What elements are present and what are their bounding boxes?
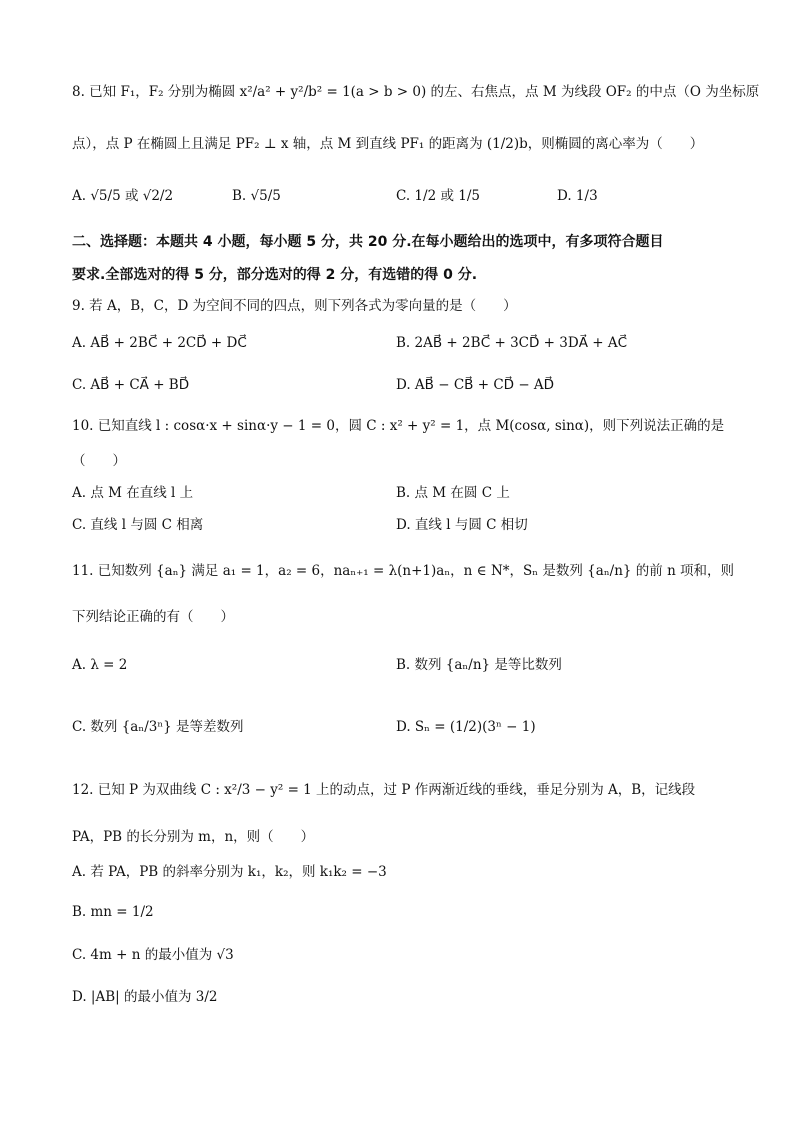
q9-option-b: B. 2AB⃗ + 2BC⃗ + 3CD⃗ + 3DA⃗ + AC⃗ [396,335,628,351]
q10-option-c: C. 直线 l 与圆 C 相离 [72,517,204,533]
section-heading-line2: 要求.全部选对的得 5 分，部分选对的得 2 分，有选错的得 0 分. [72,267,478,283]
q11-option-d: D. Sₙ = (1/2)(3ⁿ − 1) [396,719,536,735]
q8-stem-line1: 8. 已知 F₁，F₂ 分别为椭圆 x²/a² + y²/b² = 1(a > b > 0) 的左、右焦点，点 M 为线段 OF₂ 的中点（O 为坐标原 [72,84,760,100]
q11-option-c: C. 数列 {aₙ/3ⁿ} 是等差数列 [72,719,244,735]
q8-stem-line2: 点），点 P 在椭圆上且满足 PF₂ ⊥ x 轴，点 M 到直线 PF₁ 的距离为 (1/2)b，则椭圆的离心率为（ ） [72,136,704,152]
q8-option-b: B. √5/5 [232,188,281,204]
q8-option-d: D. 1/3 [557,188,598,204]
q12-option-b: B. mn = 1/2 [72,904,154,920]
q10-stem-line1: 10. 已知直线 l : cosα·x + sinα·y − 1 = 0，圆 C : x² + y² = 1，点 M(cosα, sinα)，则下列说法正确的是 [72,418,725,434]
q12-option-c: C. 4m + n 的最小值为 √3 [72,947,234,963]
q12-stem-line2: PA，PB 的长分别为 m，n，则（ ） [72,829,315,845]
q12-option-d: D. |AB| 的最小值为 3/2 [72,989,218,1005]
q11-option-b: B. 数列 {aₙ/n} 是等比数列 [396,657,562,673]
q10-option-d: D. 直线 l 与圆 C 相切 [396,517,528,533]
q10-stem-line2: （ ） [72,453,126,469]
q9-option-d: D. AB⃗ − CB⃗ + CD⃗ − AD⃗ [396,377,555,393]
q9-stem: 9. 若 A，B，C，D 为空间不同的四点，则下列各式为零向量的是（ ） [72,298,517,314]
section-heading-line1: 二、选择题：本题共 4 小题，每小题 5 分，共 20 分.在每小题给出的选项中，有多项符合题目 [72,234,664,250]
q8-option-c: C. 1/2 或 1/5 [396,188,480,204]
q12-stem-line1: 12. 已知 P 为双曲线 C : x²/3 − y² = 1 上的动点，过 P 作两渐近线的垂线，垂足分别为 A，B，记线段 [72,782,696,798]
q9-option-c: C. AB⃗ + CA⃗ + BD⃗ [72,377,190,393]
q11-stem-line1: 11. 已知数列 {aₙ} 满足 a₁ = 1，a₂ = 6，naₙ₊₁ = λ(n+1)aₙ，n ∈ N*，Sₙ 是数列 {aₙ/n} 的前 n 项和，则 [72,563,735,579]
q10-option-a: A. 点 M 在直线 l 上 [72,485,194,501]
q12-option-a: A. 若 PA，PB 的斜率分别为 k₁，k₂，则 k₁k₂ = −3 [72,864,387,880]
q10-option-b: B. 点 M 在圆 C 上 [396,485,510,501]
q8-option-a: A. √5/5 或 √2/2 [72,188,174,204]
q11-option-a: A. λ = 2 [72,657,128,673]
q9-option-a: A. AB⃗ + 2BC⃗ + 2CD⃗ + DC⃗ [72,335,247,351]
q11-stem-line2: 下列结论正确的有（ ） [72,609,234,625]
